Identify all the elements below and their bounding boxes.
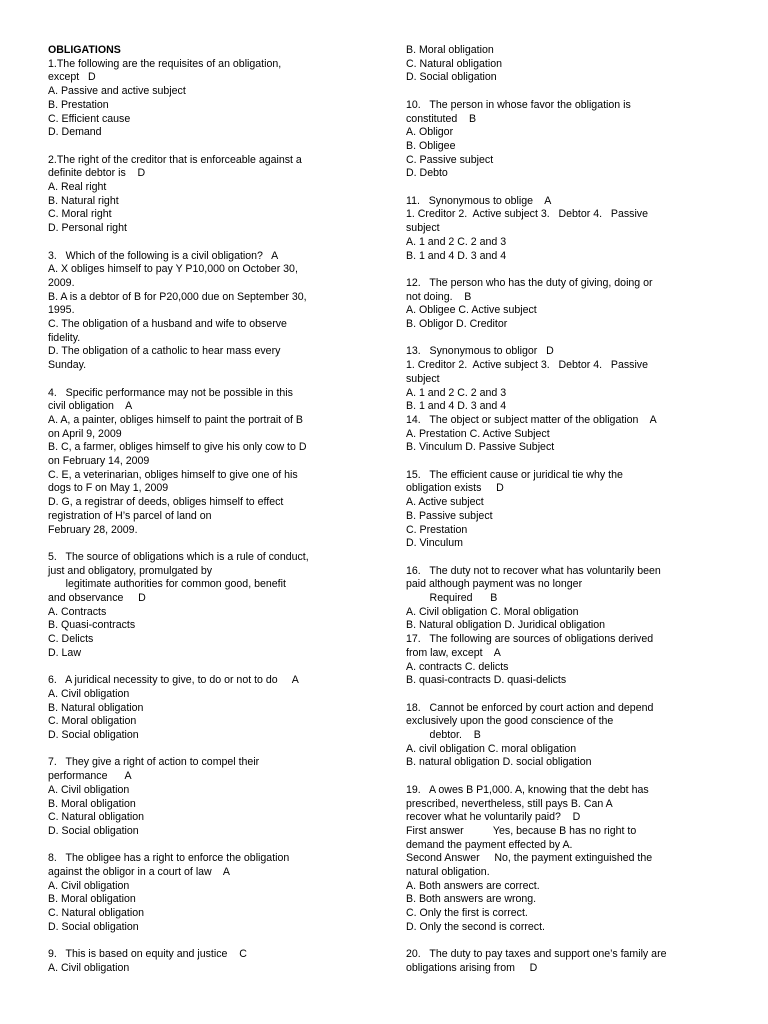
text-line: D. Law <box>48 646 81 659</box>
text-line: paid although payment was no longer <box>406 578 583 591</box>
text-line: B. Quasi-contracts <box>48 619 136 632</box>
text-line <box>48 743 366 757</box>
text-line: 3. Which of the following is a civil obligation? A <box>48 249 279 262</box>
text-line: 2009. <box>48 276 75 289</box>
text-line: 14. The object or subject matter of the obligation A <box>406 413 657 426</box>
text-line: A. Real right <box>48 181 107 194</box>
text-line: C. Moral obligation <box>48 715 137 728</box>
text-line: 6. A juridical necessity to give, to do or not to do A <box>48 674 299 687</box>
text-line: 7. They give a right of action to compel their <box>48 756 260 769</box>
text-line: 19. A owes B P1,000. A, knowing that the debt has <box>406 783 649 796</box>
text-line: D. The obligation of a catholic to hear mass every <box>48 345 281 358</box>
text-line: natural obligation. <box>406 866 490 879</box>
text-line: civil obligation A <box>48 400 133 413</box>
text-line: constituted B <box>406 112 477 125</box>
text-line: D. Debto <box>406 167 448 180</box>
text-line: B. Natural obligation D. Juridical obligation <box>406 619 606 632</box>
text-line: 1. Creditor 2. Active subject 3. Debtor 4. Passive <box>406 359 649 372</box>
text-line: 17. The following are sources of obligations derived <box>406 633 654 646</box>
text-line: D. Social obligation <box>406 71 497 84</box>
text-line: B. Passive subject <box>406 509 493 522</box>
text-line: 13. Synonymous to obligor D <box>406 345 554 358</box>
text-line: D. Only the second is correct. <box>406 920 545 933</box>
text-line: D. Personal right <box>48 222 127 235</box>
text-line: B. Natural obligation <box>48 701 144 714</box>
right-column <box>406 44 724 976</box>
text-line: 1995. <box>48 304 75 317</box>
text-line <box>48 661 366 675</box>
text-line <box>406 332 724 346</box>
text-line: Sunday. <box>48 359 87 372</box>
text-line: on February 14, 2009 <box>48 455 150 468</box>
text-line <box>48 140 366 154</box>
text-line: B. Obligor D. Creditor <box>406 318 508 331</box>
text-line: on April 9, 2009 <box>48 427 122 440</box>
text-line: A. X obliges himself to pay Y P10,000 on October 30, <box>48 263 298 276</box>
text-line: February 28, 2009. <box>48 523 138 536</box>
text-line: 5. The source of obligations which is a rule of conduct, <box>48 550 309 563</box>
text-line <box>48 839 366 853</box>
text-line: B. 1 and 4 D. 3 and 4 <box>406 400 507 413</box>
text-line: B. Moral obligation <box>406 44 494 56</box>
text-line: 15. The efficient cause or juridical tie why the <box>406 468 623 481</box>
document-title: OBLIGATIONS <box>48 44 121 56</box>
text-line: 20. The duty to pay taxes and support one’s family are <box>406 948 667 961</box>
text-line: B. natural obligation D. social obligation <box>406 756 592 769</box>
text-line: B. Prestation <box>48 98 109 111</box>
text-line: C. Efficient cause <box>48 112 131 125</box>
text-line <box>406 85 724 99</box>
text-line: A. 1 and 2 C. 2 and 3 <box>406 235 507 248</box>
text-line: B. C, a farmer, obliges himself to give his only cow to D <box>48 441 307 454</box>
text-line: B. Moral obligation <box>48 893 136 906</box>
text-line <box>406 935 724 949</box>
text-line: 8. The obligee has a right to enforce the obligation <box>48 852 290 865</box>
text-line: obligations arising from D <box>406 961 538 974</box>
text-line <box>48 236 366 250</box>
text-line: dogs to F on May 1, 2009 <box>48 482 169 495</box>
text-line <box>406 688 724 702</box>
text-line <box>406 551 724 565</box>
text-line: B. 1 and 4 D. 3 and 4 <box>406 249 507 262</box>
text-line: B. Both answers are wrong. <box>406 893 537 906</box>
text-line: performance A <box>48 770 132 783</box>
text-line: 1. Creditor 2. Active subject 3. Debtor 4. Passive <box>406 208 649 221</box>
text-line: 1.The following are the requisites of an obligation, <box>48 57 282 70</box>
text-line: A. Passive and active subject <box>48 85 186 98</box>
text-line: C. Passive subject <box>406 153 494 166</box>
text-line: A. contracts C. delicts <box>406 660 509 673</box>
text-line: A. Civil obligation C. Moral obligation <box>406 605 579 618</box>
text-line: 16. The duty not to recover what has voluntarily been <box>406 564 661 577</box>
text-line: A. 1 and 2 C. 2 and 3 <box>406 386 507 399</box>
text-line: B. quasi-contracts D. quasi-delicts <box>406 674 567 687</box>
text-line: obligation exists D <box>406 482 504 495</box>
text-line: C. Moral right <box>48 208 112 221</box>
text-line: C. Natural obligation <box>48 907 144 920</box>
text-line: A. Civil obligation <box>48 879 130 892</box>
text-line <box>406 181 724 195</box>
text-line: fidelity. <box>48 331 81 344</box>
text-line: C. E, a veterinarian, obliges himself to give one of his <box>48 468 298 481</box>
text-line: A. civil obligation C. moral obligation <box>406 742 577 755</box>
text-line: and observance D <box>48 592 146 605</box>
text-line <box>48 537 366 551</box>
text-line: A. Civil obligation <box>48 783 130 796</box>
text-line: 12. The person who has the duty of giving, doing or <box>406 276 653 289</box>
text-line: A. Prestation C. Active Subject <box>406 427 550 440</box>
text-line: prescribed, nevertheless, still pays B. Can A <box>406 797 613 810</box>
text-line: C. Delicts <box>48 633 94 646</box>
text-line: Required B <box>406 592 498 605</box>
text-line: C. Natural obligation <box>48 811 144 824</box>
text-line: 4. Specific performance may not be possible in this <box>48 386 293 399</box>
text-line: B. Vinculum D. Passive Subject <box>406 441 555 454</box>
text-line <box>48 935 366 949</box>
text-line: C. Only the first is correct. <box>406 907 528 920</box>
text-line: First answer Yes, because B has no right to <box>406 824 637 837</box>
text-line: against the obligor in a court of law A <box>48 866 230 879</box>
text-line: subject <box>406 222 440 235</box>
text-line: B. Obligee <box>406 139 456 152</box>
text-line: 2.The right of the creditor that is enforceable against a <box>48 153 302 166</box>
text-line: 9. This is based on equity and justice C <box>48 948 247 961</box>
text-line: demand the payment effected by A. <box>406 838 573 851</box>
text-line: A. Contracts <box>48 605 107 618</box>
text-line: D. Social obligation <box>48 729 139 742</box>
text-line: Second Answer No, the payment extinguished the <box>406 852 653 865</box>
text-line <box>406 770 724 784</box>
text-line: registration of H’s parcel of land on <box>48 509 212 522</box>
text-line <box>406 455 724 469</box>
text-line: D. Social obligation <box>48 824 139 837</box>
text-line: D. Vinculum <box>406 537 463 550</box>
text-line <box>48 373 366 387</box>
text-line: from law, except A <box>406 646 501 659</box>
text-line: 10. The person in whose favor the obligation is <box>406 98 631 111</box>
left-column <box>48 44 366 976</box>
text-line: just and obligatory, promulgated by <box>48 564 213 577</box>
text-line: C. The obligation of a husband and wife to observe <box>48 318 287 331</box>
text-line: C. Natural obligation <box>406 57 502 70</box>
text-line: debtor. B <box>406 729 481 742</box>
text-line: D. Social obligation <box>48 920 139 933</box>
text-line: B. Moral obligation <box>48 797 136 810</box>
text-line: A. Civil obligation <box>48 687 130 700</box>
text-line: recover what he voluntarily paid? D <box>406 811 581 824</box>
text-line: A. Both answers are correct. <box>406 879 540 892</box>
text-line: definite debtor is D <box>48 167 146 180</box>
text-line: A. Obligor <box>406 126 454 139</box>
text-line: 18. Cannot be enforced by court action and depend <box>406 701 654 714</box>
text-line: D. G, a registrar of deeds, obliges himself to effect <box>48 496 284 509</box>
text-line: except D <box>48 71 96 84</box>
text-line <box>406 263 724 277</box>
text-line: 11. Synonymous to oblige A <box>406 194 552 207</box>
text-line: A. Civil obligation <box>48 961 130 974</box>
text-line: D. Demand <box>48 126 102 139</box>
text-line: B. A is a debtor of B for P20,000 due on September 30, <box>48 290 307 303</box>
text-line: A. Obligee C. Active subject <box>406 304 537 317</box>
text-line: exclusively upon the good conscience of the <box>406 715 614 728</box>
text-line: A. A, a painter, obliges himself to paint the portrait of B <box>48 413 303 426</box>
text-line: B. Natural right <box>48 194 119 207</box>
text-line: not doing. B <box>406 290 472 303</box>
text-line: A. Active subject <box>406 496 484 509</box>
text-line: legitimate authorities for common good, benefit <box>48 578 286 591</box>
text-line: C. Prestation <box>406 523 468 536</box>
text-line: subject <box>406 372 440 385</box>
